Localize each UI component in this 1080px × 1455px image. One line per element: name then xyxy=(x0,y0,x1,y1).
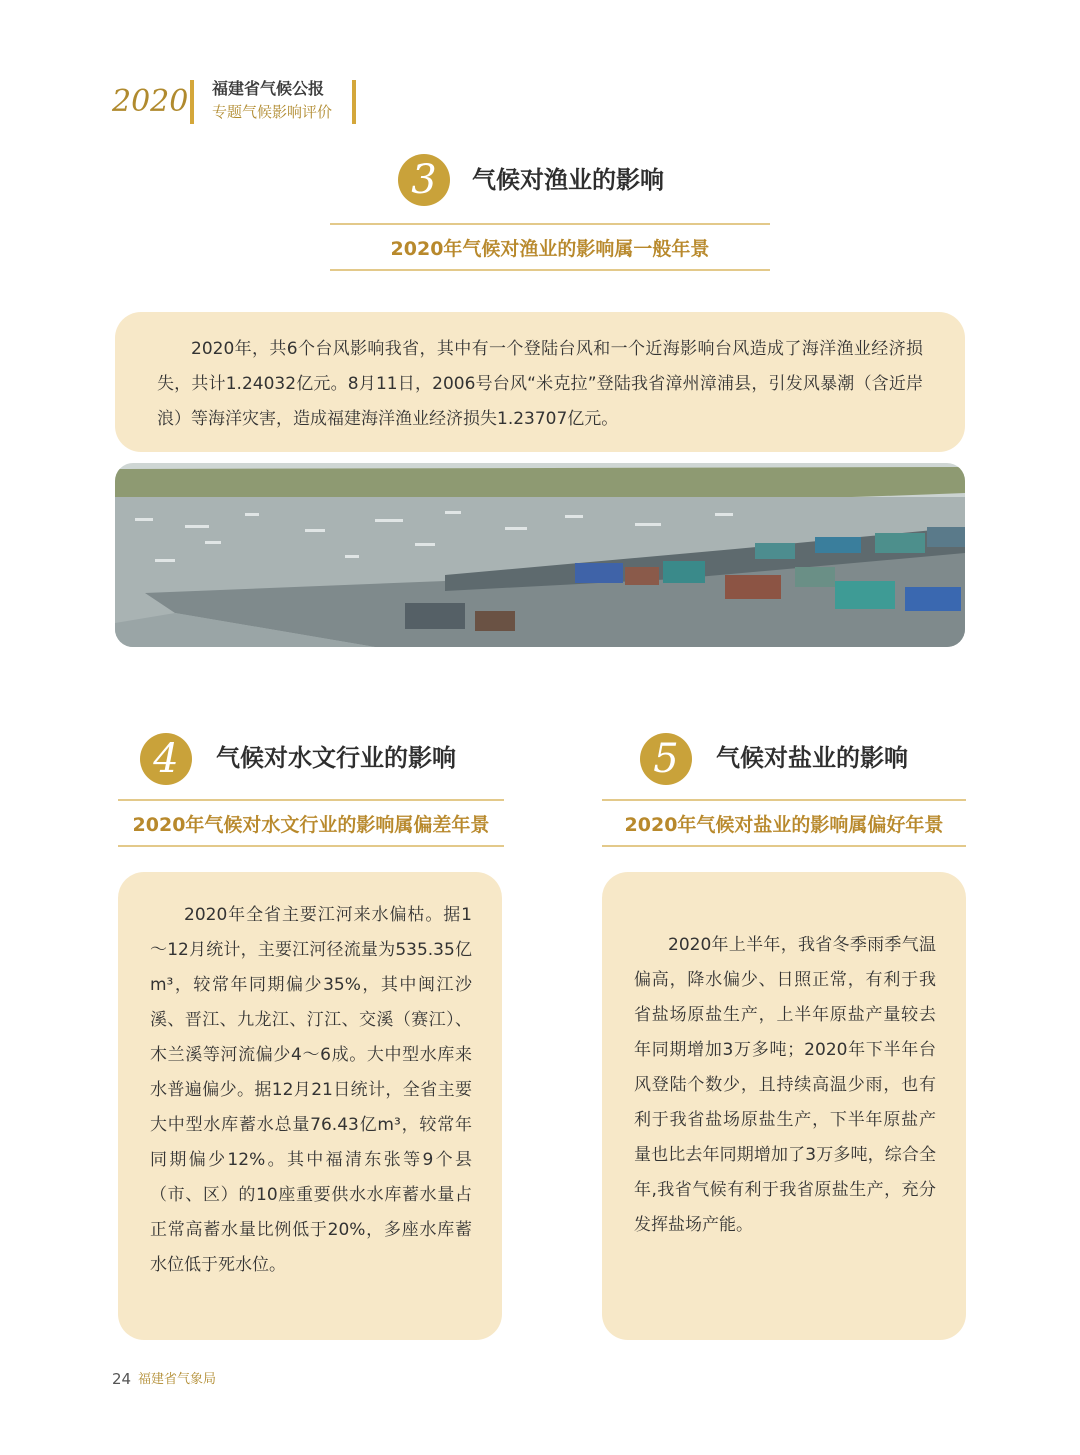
footer-organization: 福建省气象局 xyxy=(138,1372,217,1387)
section-title-hydrology: 气候对水文行业的影响 xyxy=(216,743,456,772)
fishery-body: 2020年，共6个台风影响我省，其中有一个登陆台风和一个近海影响台风造成了海洋渔业经济损失，共计1.24032亿元。8月11日，2006号台风“米克拉”登陆我省漳州漳浦县，引发风暴潮（含近岸浪）等海洋灾害，造成福建海洋渔业经济损失1.23707亿元。 xyxy=(157,339,923,429)
header-title: 福建省气候公报 xyxy=(212,79,325,98)
header-divider-right xyxy=(352,80,356,124)
section-number-badge: 5 xyxy=(640,733,692,785)
fish-farm-photo xyxy=(115,463,965,647)
section-title-salt: 气候对盐业的影响 xyxy=(716,743,908,772)
salt-body: 2020年上半年，我省冬季雨季气温偏高，降水偏少、日照正常，有利于我省盐场原盐生产，上半年原盐产量较去年同期增加3万多吨；2020年下半年台风登陆个数少，且持续高温少雨，也有利于我省盐场原盐生产，下半年原盐产量也比去年同期增加了3万多吨，综合全年,我省气候有利于我省原盐生产，充分发挥盐场产能。 xyxy=(634,935,936,1235)
fishery-text-box xyxy=(115,312,965,452)
page-number: 24 xyxy=(112,1370,132,1388)
section-title-fishery: 气候对渔业的影响 xyxy=(472,165,664,194)
header-divider-left xyxy=(190,80,194,124)
header-year: 2020 xyxy=(112,84,189,119)
hydrology-body: 2020年全省主要江河来水偏枯。据1～12月统计，主要江河径流量为535.35亿m³，较常年同期偏少35%，其中闽江沙溪、晋江、九龙江、汀江、交溪（赛江）、木兰溪等河流偏少4～6成。大中型水库来水普遍偏少。据12月21日统计，全省主要大中型水库蓄水总量76.43亿m³，较常年同期偏少12%。其中福清东张等9个县（市、区）的10座重要供水水库蓄水量占正常高蓄水量比例低于20%，多座水库蓄水位低于死水位。 xyxy=(150,905,472,1275)
section-subtitle-salt: 2020年气候对盐业的影响属偏好年景 xyxy=(602,799,966,847)
salt-text-box xyxy=(602,872,966,1340)
section-subtitle-fishery: 2020年气候对渔业的影响属一般年景 xyxy=(330,223,770,271)
section-number-badge: 3 xyxy=(398,154,450,206)
header-subtitle: 专题气候影响评价 xyxy=(212,103,333,121)
hydrology-text-box xyxy=(118,872,502,1340)
section-number-badge: 4 xyxy=(140,733,192,785)
section-subtitle-hydrology: 2020年气候对水文行业的影响属偏差年景 xyxy=(118,799,504,847)
